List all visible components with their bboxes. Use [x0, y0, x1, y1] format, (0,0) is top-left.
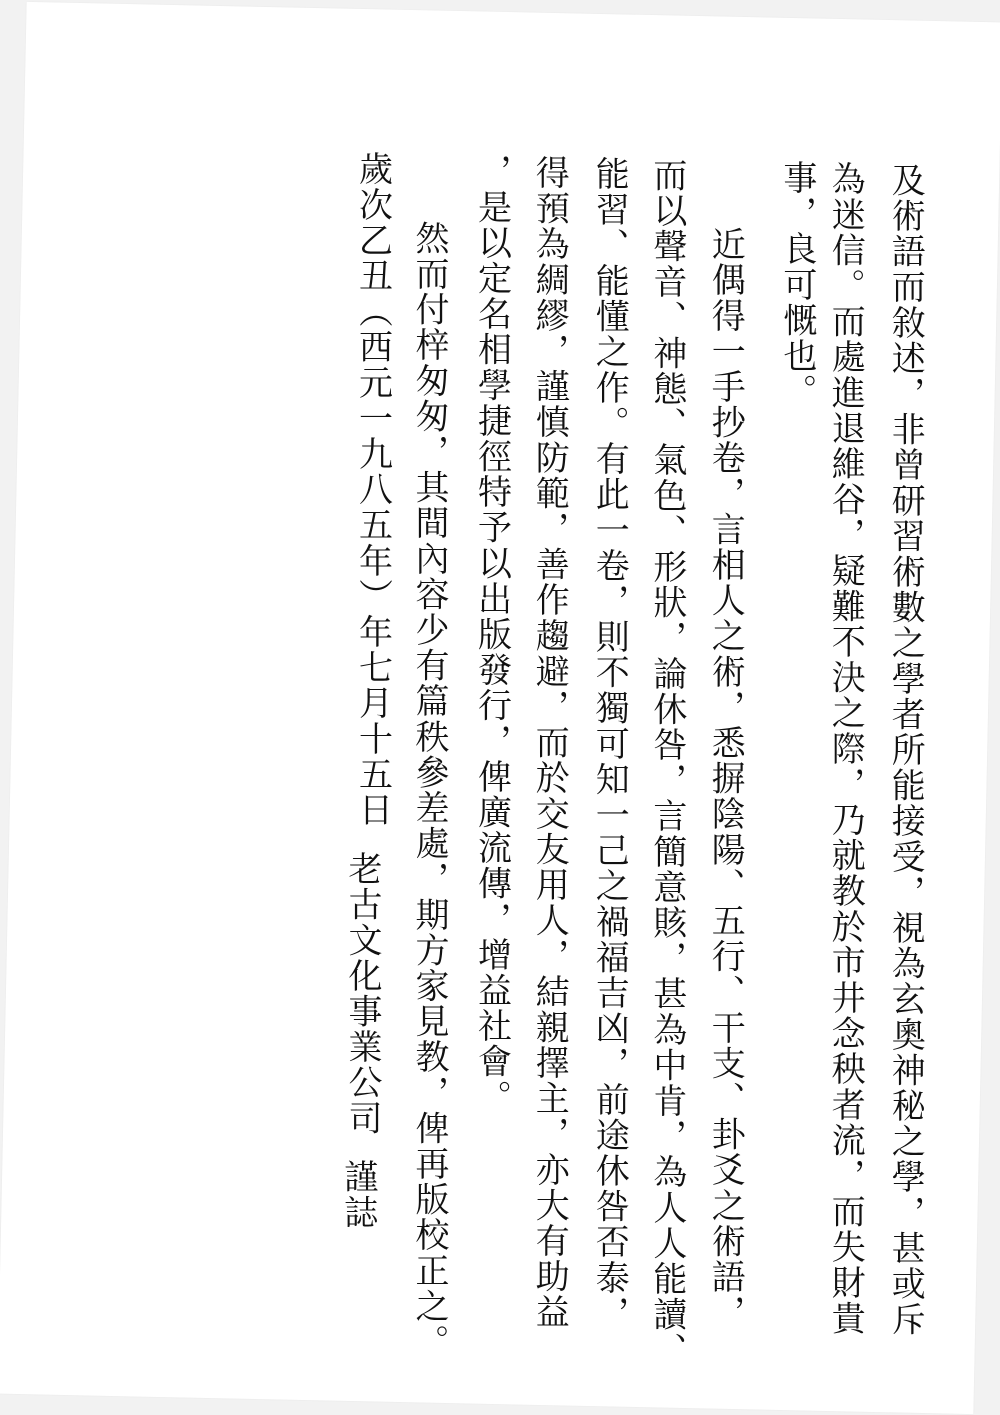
text-column-1: 及術語而敘述，非曾研習術數之學者所能接受，視為玄奧神秘之學，甚或斥 [885, 162, 926, 1338]
date-column: 歲次乙丑（西元一九八五年）年七月十五日 [352, 151, 393, 828]
signature-closing: 謹誌 [337, 1159, 378, 1231]
text-column-2: 為迷信。而處進退維谷，疑難不決之際，乃就教於市井念秧者流，而失財貴 [825, 161, 866, 1337]
text-column-7: 得預為綢繆，謹慎防範，善作趨避，而於交友用人，結親擇主，亦大有助益 [529, 155, 570, 1330]
signature-org: 老古文化事業公司 [341, 851, 382, 1136]
text-column-6: 能習、能懂之作。有此一卷，則不獨可知一己之禍福吉凶，前途休咎否泰， [589, 156, 630, 1332]
text-column-8: ，是以定名相學捷徑特予以出版發行，俾廣流傳，增益社會。 [471, 153, 512, 1116]
text-column-9: 然而付梓匆匆，其間內容少有篇秩參差處，期方家見教，俾再版校正之。 [408, 220, 449, 1360]
text-column-5: 而以聲音、神態、氣色、形狀，論休咎，言簡意賅，甚為中肯，為人人能讀、 [646, 157, 687, 1368]
text-column-3: 事，良可慨也。 [776, 160, 817, 410]
scanned-page [0, 2, 1000, 1414]
text-column-4: 近偶得一手抄卷，言相人之術，悉摒陰陽、五行、干支、卦爻之術語， [705, 226, 746, 1331]
